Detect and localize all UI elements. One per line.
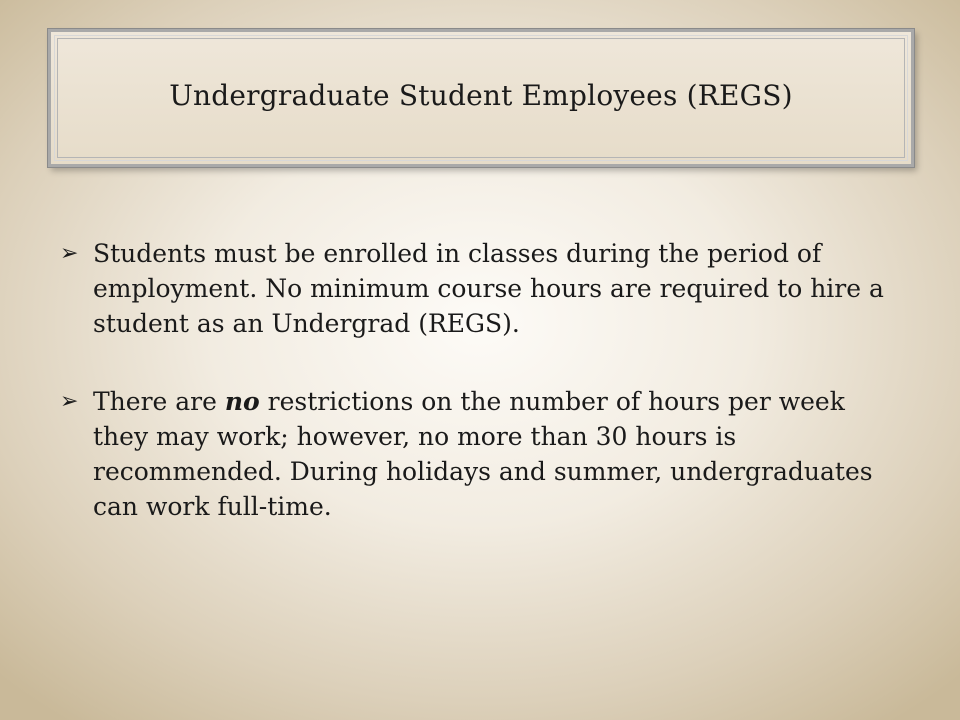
bullet-text-enrollment: Students must be enrolled in classes during the period of employment. No minimum course hours are required to hire a student as an Undergrad (REGS). <box>93 239 884 338</box>
bullet-text-hours-after: restrictions on the number of hours per week they may work; however, no more than 30 hours is recommended. During holidays and summer, undergraduates can work full-time. <box>93 387 873 521</box>
bullet-item-hours <box>60 384 890 524</box>
bullet-text-hours-emphasis: no <box>224 387 260 416</box>
bullet-text-hours-before: There are <box>93 387 225 416</box>
arrowhead-bullet-icon: ➢ <box>60 241 79 266</box>
bullet-item-enrollment <box>60 236 890 341</box>
title-box <box>48 29 914 167</box>
bullet-list <box>60 236 890 567</box>
slide-title: Undergraduate Student Employees (REGS) <box>169 78 793 112</box>
arrowhead-bullet-icon: ➢ <box>60 389 79 414</box>
